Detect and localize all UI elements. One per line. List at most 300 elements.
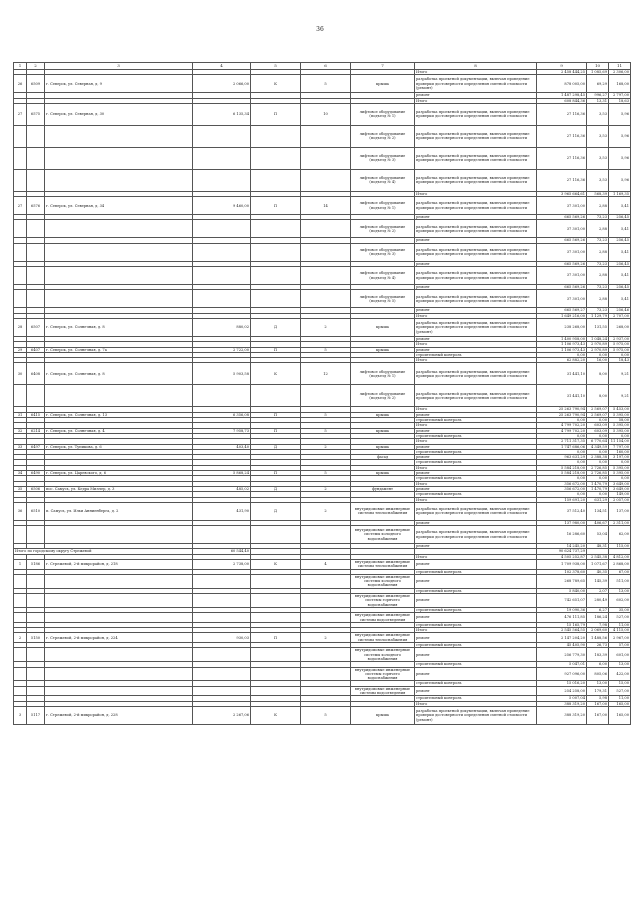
table-cell: ремонт [415, 238, 537, 243]
table-row [14, 633, 631, 643]
table-cell: 403,40 [193, 444, 251, 449]
table-cell: 1 071,67 [587, 559, 609, 569]
table-row [14, 243, 631, 261]
table-cell: ремонт [415, 412, 537, 417]
table-cell: 631,29 [587, 497, 609, 502]
table-cell: 603,09 [587, 428, 609, 433]
table-cell [14, 267, 27, 285]
table-cell: г. Стрежевой, 2-й микрорайон, д. 224 [45, 633, 193, 643]
table-cell: 73,23 [587, 215, 609, 220]
header-cell: 9 [537, 63, 587, 70]
table-cell: 26,73 [587, 643, 609, 648]
table-cell [14, 648, 27, 662]
table-cell: 13,00 [609, 662, 631, 667]
table-cell [193, 686, 251, 696]
table-cell: 19 090,36 [537, 607, 587, 612]
table-cell: 5 584 218,00 [537, 465, 587, 470]
table-cell: 26 [14, 75, 27, 93]
table-cell [45, 169, 193, 191]
table-cell: 742 651,07 [537, 594, 587, 608]
table-cell: крыша [351, 412, 415, 417]
table-cell: 2,07 [587, 588, 609, 593]
table-cell: лифтовое оборудование (подъезд № 2) [351, 220, 415, 238]
table-cell: 0,00 [537, 418, 587, 423]
table-cell: 5,41 [609, 290, 631, 308]
table-cell: 6415 [27, 412, 45, 417]
table-cell: 73,23 [587, 308, 609, 313]
table-cell [14, 147, 27, 169]
table-cell: 2 [14, 633, 27, 643]
table-cell: 131,55 [587, 318, 609, 336]
table-cell: строительный контроль [415, 418, 537, 423]
table-cell: ремонт [415, 559, 537, 569]
table-cell: 2 797,00 [609, 93, 631, 98]
table-cell: ремонт [415, 285, 537, 290]
table-cell: разработка проектной документации, включая проведение проверки достоверности определения сметной стоимости [415, 147, 537, 169]
table-cell: 37 301,00 [537, 290, 587, 308]
table-cell: 167,00 [587, 701, 609, 706]
table-cell: 2 967,00 [609, 633, 631, 643]
table-cell: п. Самусь, ул. Ильи Анниенберга, д. 2 [45, 502, 193, 520]
table-row [14, 594, 631, 608]
table-cell: 0,00 [587, 460, 609, 465]
table-cell: 5,96 [609, 169, 631, 191]
table-cell: 511,00 [609, 574, 631, 588]
table-cell: 165,00 [609, 706, 631, 724]
table-cell: 1 747 686,06 [537, 444, 587, 449]
table-cell: 268 789,65 [537, 574, 587, 588]
table-cell: ремонт [415, 444, 537, 449]
table-cell: фундамент [351, 486, 415, 491]
table-cell: ремонт [415, 215, 537, 220]
table-cell: 2 868,00 [609, 559, 631, 569]
table-cell: строительный контроль [415, 569, 537, 574]
table-cell: 5,41 [609, 243, 631, 261]
table-cell: строительный контроль [415, 449, 537, 454]
table-cell [27, 220, 45, 238]
table-cell: 5,41 [609, 220, 631, 238]
table-cell: Итого [415, 497, 537, 502]
table-cell: П [251, 103, 301, 125]
table-cell: ремонт [415, 544, 537, 549]
table-cell: 168,00 [609, 75, 631, 93]
table-cell: 608 844,36 [537, 98, 587, 103]
table-cell: г. Северск, ул. Солнечная, д. 8 [45, 363, 193, 385]
table-cell: 0,00 [537, 460, 587, 465]
table-cell: 485,02 [193, 486, 251, 491]
table-cell: 5 840,00 [537, 588, 587, 593]
table-cell: 2,88 [587, 290, 609, 308]
table-cell: лифтовое оборудование (подъезд № 2) [351, 385, 415, 407]
table-cell: 2,88 [587, 197, 609, 215]
table-cell: г. Северск, ул. Северная, д. 30 [45, 103, 193, 125]
table-row [14, 290, 631, 308]
table-cell [45, 290, 193, 308]
table-cell: 57,00 [609, 643, 631, 648]
table-cell [193, 267, 251, 285]
table-cell [14, 686, 27, 696]
table-cell: Д [251, 486, 301, 491]
table-cell [301, 613, 351, 623]
table-cell: строительный контроль [415, 460, 537, 465]
table-cell [14, 220, 27, 238]
table-cell: 6408 [27, 363, 45, 385]
table-cell: 665 569,26 [537, 261, 587, 266]
table-cell: 15 016,20 [537, 681, 587, 686]
table-cell [193, 243, 251, 261]
table-cell: 256,46 [609, 308, 631, 313]
table-cell: фасад [351, 455, 415, 460]
table-cell [301, 686, 351, 696]
table-cell: 53,04 [587, 526, 609, 544]
table-cell: К [251, 75, 301, 93]
table-cell: внутридомовые инженерные системы горячего водоснабжения [351, 667, 415, 681]
table-cell: 5 047,01 [537, 662, 587, 667]
table-cell [14, 243, 27, 261]
table-cell: 15 165,79 [537, 622, 587, 627]
table-row [14, 267, 631, 285]
table-cell: разработка проектной документации, включая проведение проверки достоверности определения сметной стоимости [415, 220, 537, 238]
table-cell: 2 707,00 [609, 313, 631, 318]
table-cell: 35 [14, 486, 27, 491]
table-cell: 62,00 [609, 526, 631, 544]
table-cell: 7,98 [587, 622, 609, 627]
table-cell [193, 220, 251, 238]
table-cell: 11,00 [609, 622, 631, 627]
table-cell: разработка проектной документации, включая проведение проверки достоверности определения сметной стоимости [415, 526, 537, 544]
table-cell [193, 613, 251, 623]
table-cell [193, 574, 251, 588]
table-cell: 5 903,58 [193, 363, 251, 385]
table-cell [27, 267, 45, 285]
table-cell: К [251, 559, 301, 569]
table-cell: разработка проектной документации, включая проведение проверки достоверности определения сметной стоимости [415, 267, 537, 285]
table-row [14, 75, 631, 93]
table-cell [14, 526, 27, 544]
table-cell: 36 [14, 502, 27, 520]
table-cell: Итого [415, 628, 537, 633]
table-cell: 29 [14, 347, 27, 352]
table-cell: 1 487 298,45 [537, 93, 587, 98]
district-total-value: 90 624 737,29 [537, 549, 587, 554]
table-cell [27, 574, 45, 588]
table-row [14, 667, 631, 681]
table-cell: 6576 [27, 197, 45, 215]
table-cell: 5 395,00 [609, 471, 631, 476]
table-cell: 1 106 973,43 [537, 347, 587, 352]
table-cell [27, 594, 45, 608]
table-cell: 1 106 973,43 [537, 342, 587, 347]
table-cell: 2 722,00 [193, 347, 251, 352]
table-cell: внутридомовые инженерные системы холодного водоснабжения [351, 574, 415, 588]
table-cell: 930,03 [193, 633, 251, 643]
table-cell: 160,00 [609, 449, 631, 454]
table-cell: 3 197,00 [609, 455, 631, 460]
table-cell: 9,21 [609, 363, 631, 385]
table-cell: 115,00 [609, 544, 631, 549]
table-cell: ремонт [415, 336, 537, 341]
table-cell: строительный контроль [415, 433, 537, 438]
table-cell: 1 470,79 [587, 481, 609, 486]
table-cell: 137,00 [609, 502, 631, 520]
table-cell: 996,27 [587, 93, 609, 98]
table-cell: строительный контроль [415, 476, 537, 481]
table-cell [193, 125, 251, 147]
table-cell: г. Северск, ул. Северная, д. 34 [45, 197, 193, 215]
table-cell: 27 116,36 [537, 169, 587, 191]
table-cell: 28 [14, 318, 27, 336]
table-cell: 5 [301, 75, 351, 93]
table-cell: ремонт [415, 686, 537, 696]
table-cell: 268,00 [609, 318, 631, 336]
table-cell: ремонт [415, 455, 537, 460]
table-cell: разработка проектной документации, включая проведение проверки достоверности определения сметной стоимости (ремонт) [415, 318, 537, 336]
table-cell: 145,39 [587, 574, 609, 588]
table-cell: 4 349,59 [587, 444, 609, 449]
table-cell [193, 385, 251, 407]
table-cell: 14 [301, 197, 351, 215]
table-cell: 7 958,73 [193, 428, 251, 433]
district-total-label: Итого по городскому округу Стрежевой [14, 549, 193, 554]
table-cell: 0,00 [609, 433, 631, 438]
table-cell: лифтовое оборудование (подъезд № 3) [351, 243, 415, 261]
header-cell: 2 [27, 63, 45, 70]
table-cell: Итого [415, 423, 537, 428]
table-cell: внутридомовые инженерные системы холодного водоснабжения [351, 526, 415, 544]
table-cell: 62 882,20 [537, 358, 587, 363]
table-cell: 3 649,00 [609, 481, 631, 486]
table-cell [301, 648, 351, 662]
table-cell: внутридомовые инженерные системы теплоснабжения [351, 559, 415, 569]
table-cell: крыша [351, 428, 415, 433]
table-cell [301, 526, 351, 544]
table-cell: 406,67 [587, 520, 609, 525]
table-cell: строительный контроль [415, 662, 537, 667]
table-cell: 5 868,24 [193, 471, 251, 476]
table-cell: 12 [301, 363, 351, 385]
table-cell: 422,00 [609, 667, 631, 681]
table-cell: 137 980,00 [537, 520, 587, 525]
table-cell [14, 667, 27, 681]
table-cell: 2 545 564,55 [537, 628, 587, 633]
table-cell: К [251, 363, 301, 385]
table-cell: 0,00 [587, 418, 609, 423]
header-cell: 4 [193, 63, 251, 70]
table-cell: 0,00 [537, 449, 587, 454]
table-cell: 165,00 [609, 701, 631, 706]
table-cell: 134,51 [587, 502, 609, 520]
table-cell: 601,00 [609, 648, 631, 662]
table-cell: 2 069,60 [587, 628, 609, 633]
table-cell: 6 770,64 [587, 439, 609, 444]
table-cell: крыша [351, 318, 415, 336]
table-cell [14, 125, 27, 147]
table-cell [251, 574, 301, 588]
table-cell: крыша [351, 75, 415, 93]
table-row [14, 574, 631, 588]
table-cell: 5117 [27, 706, 45, 724]
table-cell: разработка проектной документации, включая проведение проверки достоверности определения сметной стоимости [415, 243, 537, 261]
table-cell: 31 [14, 412, 27, 417]
header-cell: 8 [415, 63, 537, 70]
table-cell [45, 574, 193, 588]
table-cell [193, 526, 251, 544]
table-cell: 0,00 [609, 476, 631, 481]
table-cell [193, 290, 251, 308]
table-cell: 256 779,30 [537, 648, 587, 662]
table-cell: 73,23 [587, 261, 609, 266]
table-cell: г. Северск, ул. Солнечная, д. 8 [45, 318, 193, 336]
table-cell: 2 726,85 [587, 465, 609, 470]
table-cell: 2 458 444,25 [537, 70, 587, 75]
table-cell: разработка проектной документации, включая проведение проверки достоверности определения сметной стоимости [415, 385, 537, 407]
table-cell: г. Северск, ул. Солнечная, д. 13 [45, 412, 193, 417]
table-cell: 27 [14, 103, 27, 125]
table-cell: ремонт [415, 633, 537, 643]
table-cell: 0,00 [537, 492, 587, 497]
table-cell: 2 147 204,20 [537, 633, 587, 643]
table-header [14, 63, 631, 70]
table-cell: 9,21 [609, 385, 631, 407]
table-cell: 2 545,38 [587, 554, 609, 559]
table-cell: 238 268,00 [537, 318, 587, 336]
table-cell: 5 [301, 412, 351, 417]
table-row [14, 220, 631, 238]
table-cell: 805,06 [587, 667, 609, 681]
table-cell: ремонт [415, 347, 537, 352]
table-cell: 2 970,89 [587, 347, 609, 352]
header-cell: 10 [587, 63, 609, 70]
table-cell [27, 290, 45, 308]
table-cell: 388 319,20 [537, 706, 587, 724]
table-cell: крыша [351, 706, 415, 724]
table-cell: 2 [301, 502, 351, 520]
table-cell: 5 975,00 [609, 342, 631, 347]
table-row [14, 318, 631, 336]
table-cell: 356 672,00 [537, 486, 587, 491]
table-cell: 2 569,07 [587, 412, 609, 417]
table-cell [301, 125, 351, 147]
table-cell: 5186 [27, 559, 45, 569]
table-cell: К [251, 706, 301, 724]
table-cell: Итого [415, 98, 537, 103]
table-cell: 32 [14, 428, 27, 433]
table-cell: ремонт [415, 613, 537, 623]
header-cell: 3 [45, 63, 193, 70]
table-cell: 7 797,00 [609, 444, 631, 449]
table-cell: 1 085,69 [587, 70, 609, 75]
table-cell [45, 613, 193, 623]
table-cell: 8,00 [587, 385, 609, 407]
table-cell: 8,00 [587, 363, 609, 385]
table-cell [193, 648, 251, 662]
table-cell: 4 799 702,20 [537, 423, 587, 428]
table-cell [27, 667, 45, 681]
table-cell: 2 [301, 633, 351, 643]
table-cell: 1 488,56 [587, 633, 609, 643]
header-cell: 1 [14, 63, 27, 70]
table-cell: лифтовое оборудование (подъезд № 5) [351, 290, 415, 308]
table-cell: г. Стрежевой, 2-й микрорайон, д. 218 [45, 559, 193, 569]
table-row [14, 385, 631, 407]
table-cell [45, 526, 193, 544]
table-cell [27, 385, 45, 407]
table-cell: г. Северск, ул. Солнечная, д. 4 [45, 428, 193, 433]
table-cell: 6509 [27, 75, 45, 93]
header-cell: 11 [609, 63, 631, 70]
table-cell: 5,98 [587, 696, 609, 701]
table-cell: ремонт [415, 261, 537, 266]
table-cell [301, 290, 351, 308]
table-cell: 14 245,20 [537, 544, 587, 549]
table-cell: 5,96 [609, 103, 631, 125]
table-cell: 6510 [27, 502, 45, 520]
table-cell: строительный контроль [415, 607, 537, 612]
table-cell: 37 301,00 [537, 220, 587, 238]
table-cell [45, 648, 193, 662]
table-cell: 1 649 216,00 [537, 313, 587, 318]
table-cell [27, 169, 45, 191]
table-cell: 356 672,00 [537, 481, 587, 486]
table-cell: 603,09 [587, 423, 609, 428]
table-cell [301, 147, 351, 169]
table-cell: разработка проектной документации, включая проведение проверки достоверности определения сметной стоимости [415, 197, 537, 215]
table-cell: 186,24 [587, 613, 609, 623]
table-cell [251, 125, 301, 147]
table-cell [14, 574, 27, 588]
table-cell [27, 526, 45, 544]
table-row [14, 613, 631, 623]
table-cell: 6214 [27, 428, 45, 433]
table-cell: 2 937,00 [609, 336, 631, 341]
table-cell: 13,00 [609, 588, 631, 593]
table-cell [251, 220, 301, 238]
table-cell: 34 [14, 471, 27, 476]
table-cell: 27 116,36 [537, 147, 587, 169]
table-cell: 73,23 [587, 238, 609, 243]
table-cell [14, 169, 27, 191]
table-cell [27, 243, 45, 261]
table-cell: ремонт [415, 520, 537, 525]
table-cell [251, 667, 301, 681]
table-cell: 6490 [27, 471, 45, 476]
table-cell: 18,43 [609, 358, 631, 363]
table-cell: 4 812,00 [609, 554, 631, 559]
table-cell: 0,00 [537, 476, 587, 481]
table-cell: строительный контроль [415, 492, 537, 497]
table-cell: 16 286,60 [537, 526, 587, 544]
table-cell: 963 631,29 [537, 455, 587, 460]
table-cell: разработка проектной документации, включая проведение проверки достоверности определения сметной стоимости (ремонт) [415, 706, 537, 724]
table-cell: 256,45 [609, 215, 631, 220]
table-cell [14, 290, 27, 308]
table-cell [251, 169, 301, 191]
table-cell: 3 649,00 [609, 486, 631, 491]
table-cell: 1 [14, 559, 27, 569]
table-cell: 256,45 [609, 261, 631, 266]
table-cell: 254 258,00 [537, 686, 587, 696]
table-row [14, 502, 631, 520]
table-cell: 2 569,07 [587, 407, 609, 412]
table-cell [251, 290, 301, 308]
table-cell: лифтовое оборудование (подъезд № 1) [351, 197, 415, 215]
table-cell: 31 441,10 [537, 385, 587, 407]
table-cell [301, 594, 351, 608]
table-cell: 6407 [27, 347, 45, 352]
table-cell: 6,00 [587, 662, 609, 667]
table-cell: 665 569,26 [537, 238, 587, 243]
table-cell [27, 648, 45, 662]
